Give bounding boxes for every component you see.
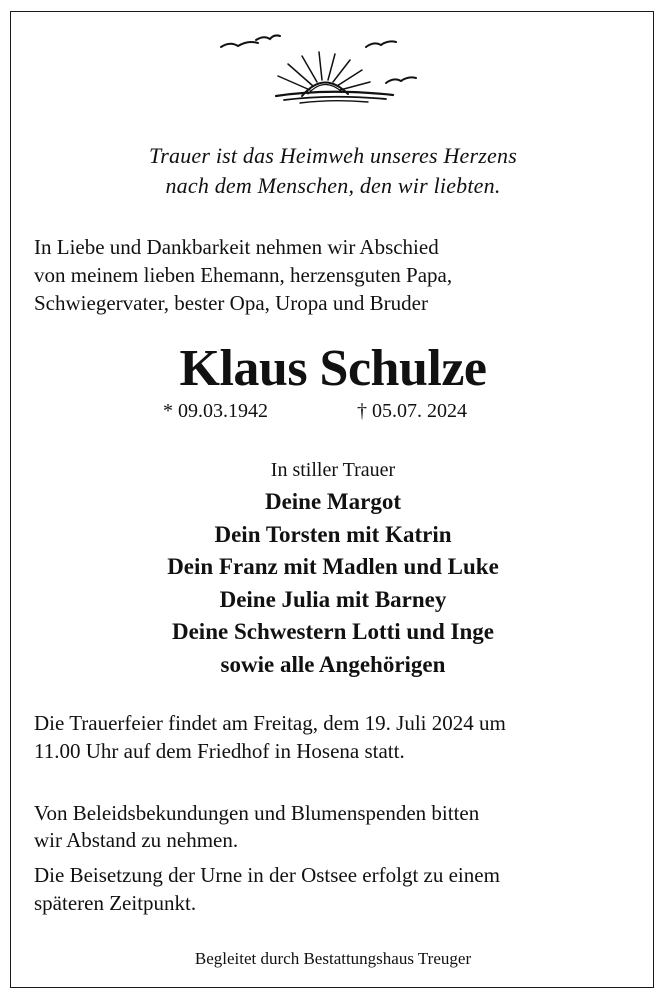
- birth-date: * 09.03.1942: [163, 400, 268, 422]
- deceased-name: Klaus Schulze: [179, 340, 487, 397]
- quote-line-1: Trauer ist das Heimweh unseres Herzens: [149, 143, 517, 168]
- quote-line-2: nach dem Menschen, den wir liebten.: [165, 173, 501, 198]
- mourning-heading: In stiller Trauer: [270, 459, 396, 481]
- intro-line-3: Schwiegervater, bester Opa, Uropa und Bruder: [34, 291, 428, 315]
- funeral-info-line-2: 11.00 Uhr auf dem Friedhof in Hosena statt.: [34, 739, 405, 763]
- death-date: † 05.07. 2024: [357, 400, 467, 422]
- funeral-info-line-1: Die Trauerfeier findet am Freitag, dem 19. Juli 2024 um: [34, 711, 506, 735]
- note-line-1: Von Beleidsbekundungen und Blumenspenden bitten: [34, 801, 480, 825]
- mourner-line: Deine Schwestern Lotti und Inge: [171, 619, 494, 644]
- mourner-line: Deine Julia mit Barney: [219, 587, 447, 612]
- mourner-line: Dein Franz mit Madlen und Luke: [167, 554, 499, 579]
- note-line-2: wir Abstand zu nehmen.: [34, 828, 239, 852]
- intro-line-2: von meinem lieben Ehemann, herzensguten Papa,: [34, 263, 453, 287]
- mourner-line: sowie alle Angehörigen: [220, 652, 446, 677]
- mourner-line: Dein Torsten mit Katrin: [214, 522, 452, 547]
- note-line-3: Die Beisetzung der Urne in der Ostsee erfolgt zu einem: [34, 863, 500, 887]
- sunset-birds-icon: [218, 30, 448, 105]
- mourner-line: Deine Margot: [264, 489, 402, 514]
- intro-line-1: In Liebe und Dankbarkeit nehmen wir Abschied: [34, 235, 439, 259]
- note-line-4: späteren Zeitpunkt.: [34, 891, 197, 915]
- funeral-home-credit: Begleitet durch Bestattungshaus Treuger: [194, 949, 472, 968]
